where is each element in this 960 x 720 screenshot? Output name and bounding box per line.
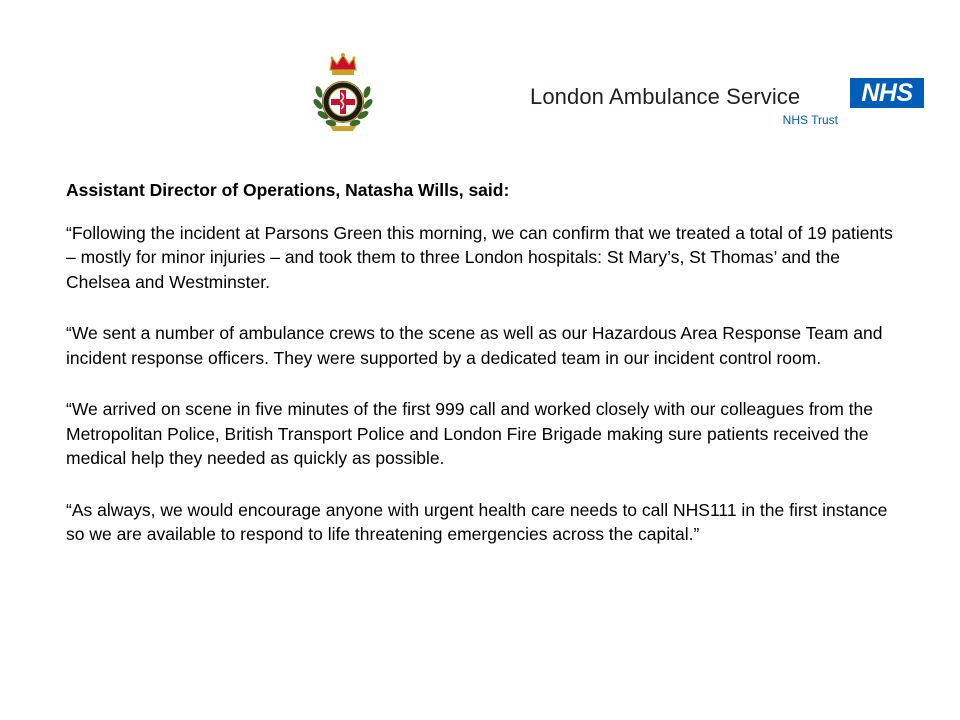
- organisation-name: London Ambulance Service: [530, 84, 801, 109]
- statement-paragraph: “We sent a number of ambulance crews to the scene as well as our Hazardous Area Response Team and incident response officers. They were supported by a dedicated team in our incident control room.: [66, 323, 883, 368]
- nhs-logo: NHS: [850, 78, 924, 108]
- organisation-logo: [530, 78, 930, 138]
- statement-paragraph: “We arrived on scene in five minutes of the first 999 call and worked closely with our colleagues from the Metropolitan Police, British Transport Police and London Fire Brigade making sure patients received the medical help they needed as quickly as possible.: [66, 399, 874, 468]
- crown-icon: [330, 53, 356, 75]
- statement-body: [66, 178, 896, 574]
- ambulance-service-crest-icon: [310, 52, 376, 134]
- speaker-attribution: Assistant Director of Operations, Natasha Wills, said:: [66, 180, 510, 200]
- statement-paragraph: “Following the incident at Parsons Green this morning, we can confirm that we treated a total of 19 patients – mostly for minor injuries – and took them to three London hospitals: St Mary’s, St Thomas’ and the Chelsea and Westminster.: [66, 222, 893, 292]
- statement-paragraph: “As always, we would encourage anyone with urgent health care needs to call NHS111 in the first instance so we are available to respond to life threatening emergencies across the capital.”: [66, 499, 888, 544]
- nhs-trust-label: NHS Trust: [782, 113, 838, 127]
